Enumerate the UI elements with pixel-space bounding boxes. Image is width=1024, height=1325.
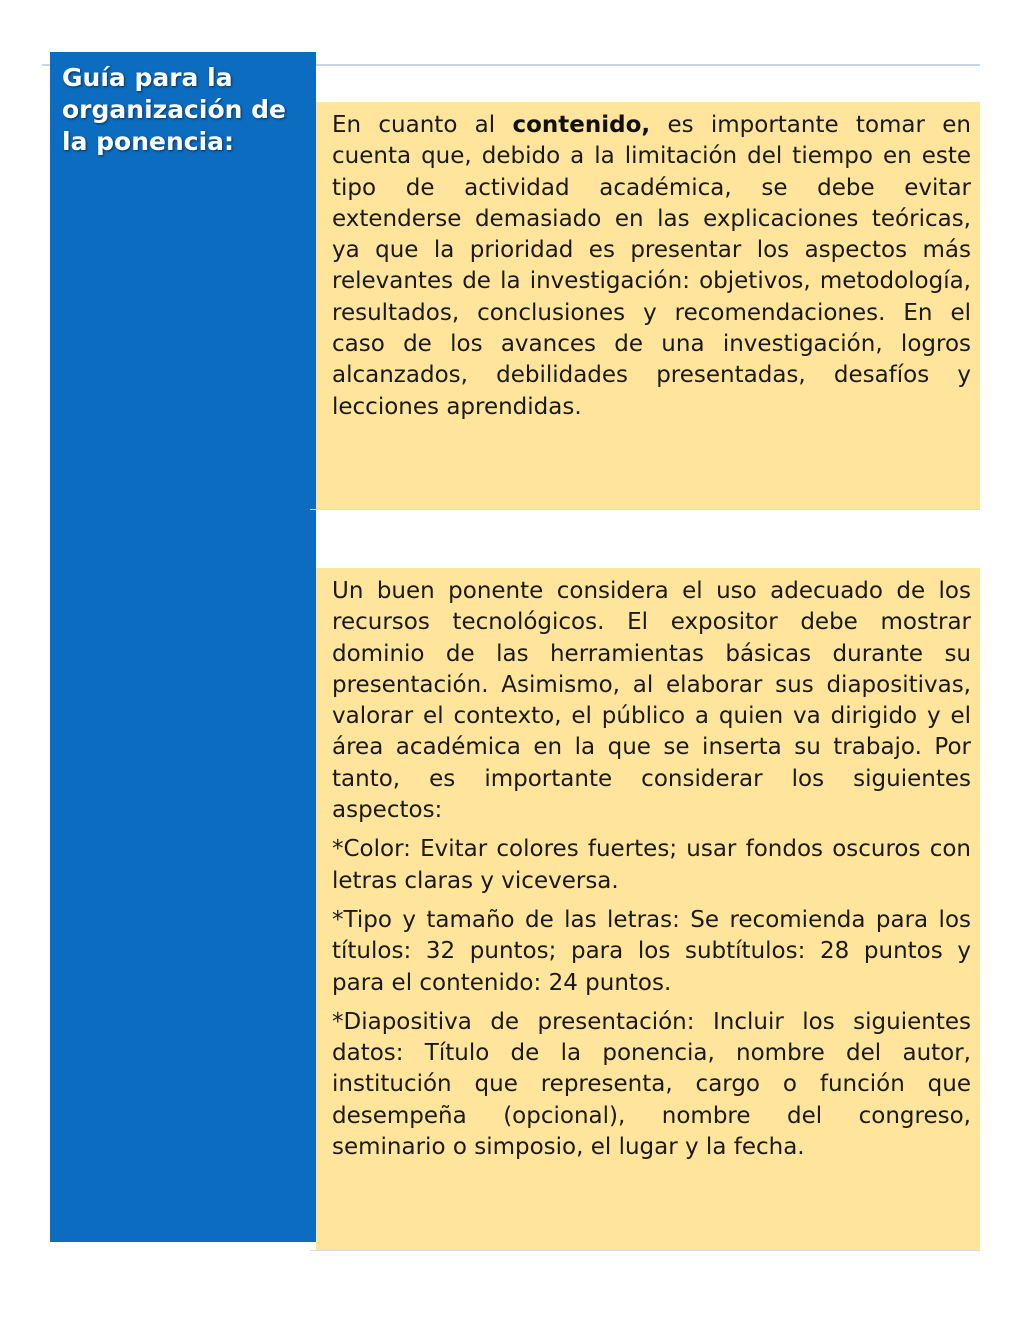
technology-panel bbox=[316, 568, 980, 1250]
tech-intro-paragraph: Un buen ponente considera el uso adecuado de los recursos tecnológicos. El expositor debe mostrar dominio de las herramientas básicas durante su presentación. Asimismo, al elaborar sus diapositivas, valorar el contexto, el público a quien va dirigido y el área académica en la que se inserta su trabajo. Por tanto, es importante considerar los siguientes aspectos: bbox=[332, 578, 971, 824]
row-divider bbox=[310, 509, 980, 510]
content-bold-term: contenido, bbox=[512, 112, 651, 138]
content-intro-text: En cuanto al bbox=[332, 112, 496, 138]
sidebar bbox=[50, 52, 316, 1242]
title-slide-tip-paragraph: *Diapositiva de presentación: Incluir los siguientes datos: Título de la ponencia, nombre del autor, institución que representa, cargo o función que desempeña (opcional), nombre del congreso, seminario o simposio, el lugar y la fecha. bbox=[332, 1008, 971, 1161]
bottom-divider bbox=[310, 1250, 980, 1251]
content-paragraph bbox=[332, 110, 971, 423]
sidebar-title: Guía para la organización de la ponencia: bbox=[62, 63, 286, 156]
color-tip-paragraph: *Color: Evitar colores fuertes; usar fondos oscuros con letras claras y viceversa. bbox=[332, 836, 971, 894]
content-body-text: es importante tomar en cuenta que, debido a la limitación del tiempo en este tipo de actividad académica, se debe evitar extenderse demasiado en las explicaciones teóricas, ya que la prioridad es presentar los aspectos más relevantes de la investigación: objetivos, metodología, resultados, conclusiones y recomendaciones. En el caso de los avances de una investigación, logros alcanzados, debilidades presentadas, desafíos y lecciones aprendidas. bbox=[332, 112, 972, 420]
font-tip-paragraph: *Tipo y tamaño de las letras: Se recomienda para los títulos: 32 puntos; para los subtítulos: 28 puntos y para el contenido: 24 puntos. bbox=[332, 906, 971, 996]
content-panel bbox=[316, 102, 980, 510]
